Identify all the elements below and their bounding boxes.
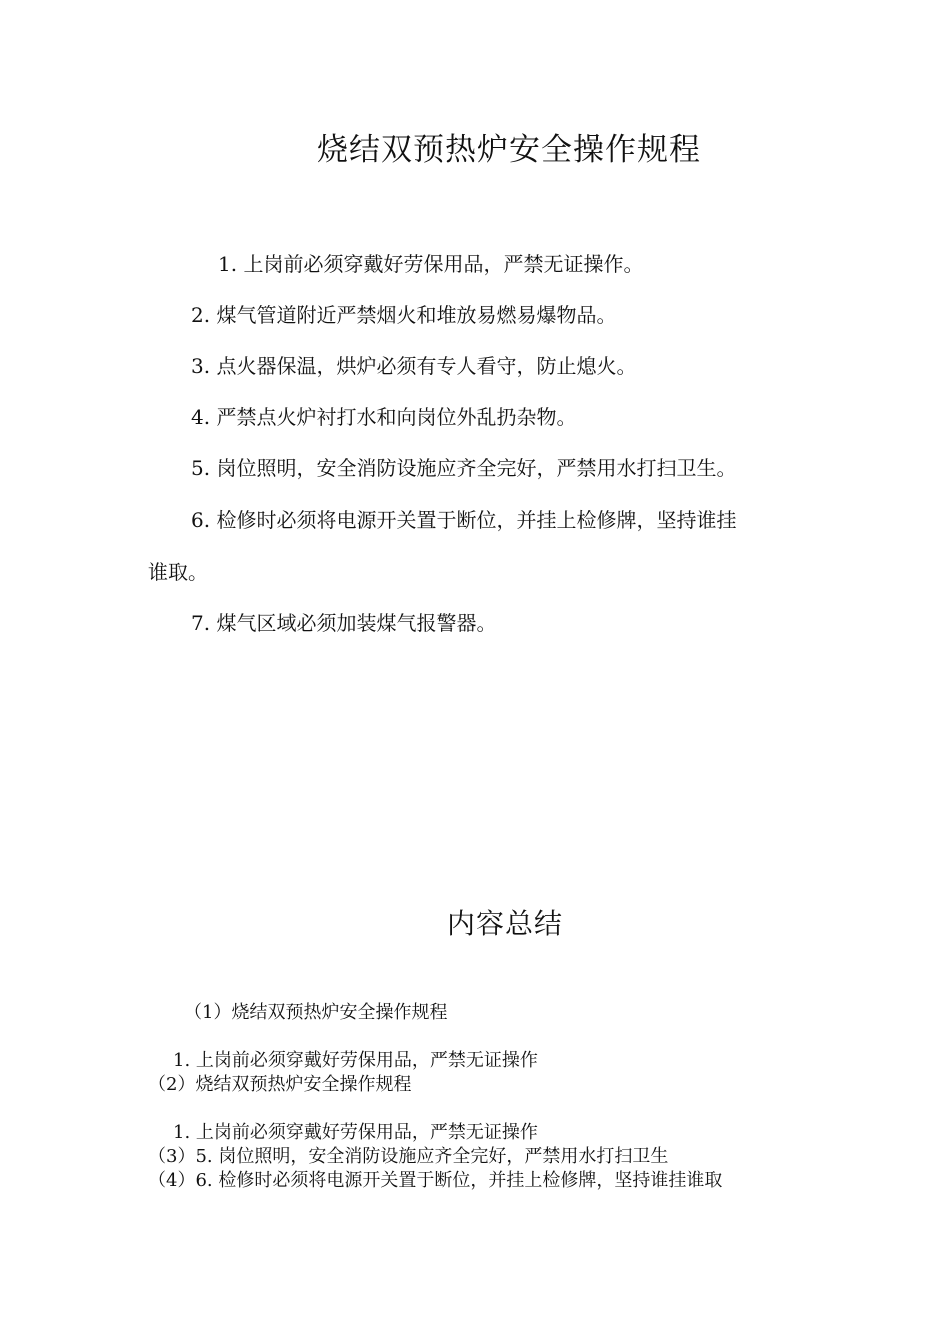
rule-item-7: 7. 煤气区域必须加装煤气报警器。	[191, 611, 497, 635]
summary-line-4: 1. 上岗前必须穿戴好劳保用品，严禁无证操作	[173, 1122, 538, 1143]
document-title: 烧结双预热炉安全操作规程	[317, 132, 701, 168]
summary-line-5: （3）5. 岗位照明，安全消防设施应齐全完好，严禁用水打扫卫生	[148, 1146, 669, 1167]
rule-item-6-continued: 谁取。	[148, 560, 208, 584]
rule-item-4: 4. 严禁点火炉衬打水和向岗位外乱扔杂物。	[191, 405, 577, 429]
summary-line-6: （4）6. 检修时必须将电源开关置于断位，并挂上检修牌，坚持谁挂谁取	[148, 1170, 723, 1191]
summary-line-3: （2）烧结双预热炉安全操作规程	[148, 1074, 412, 1095]
rule-item-1: 1. 上岗前必须穿戴好劳保用品，严禁无证操作。	[218, 252, 644, 276]
rule-item-6: 6. 检修时必须将电源开关置于断位，并挂上检修牌，坚持谁挂	[191, 508, 737, 532]
rule-item-2: 2. 煤气管道附近严禁烟火和堆放易燃易爆物品。	[191, 303, 617, 327]
rule-item-5: 5. 岗位照明，安全消防设施应齐全完好，严禁用水打扫卫生。	[191, 456, 737, 480]
rule-item-3: 3. 点火器保温，烘炉必须有专人看守，防止熄火。	[191, 354, 637, 378]
summary-title: 内容总结	[446, 907, 563, 940]
summary-line-1: （1）烧结双预热炉安全操作规程	[184, 1002, 448, 1023]
summary-line-2: 1. 上岗前必须穿戴好劳保用品，严禁无证操作	[173, 1050, 538, 1071]
